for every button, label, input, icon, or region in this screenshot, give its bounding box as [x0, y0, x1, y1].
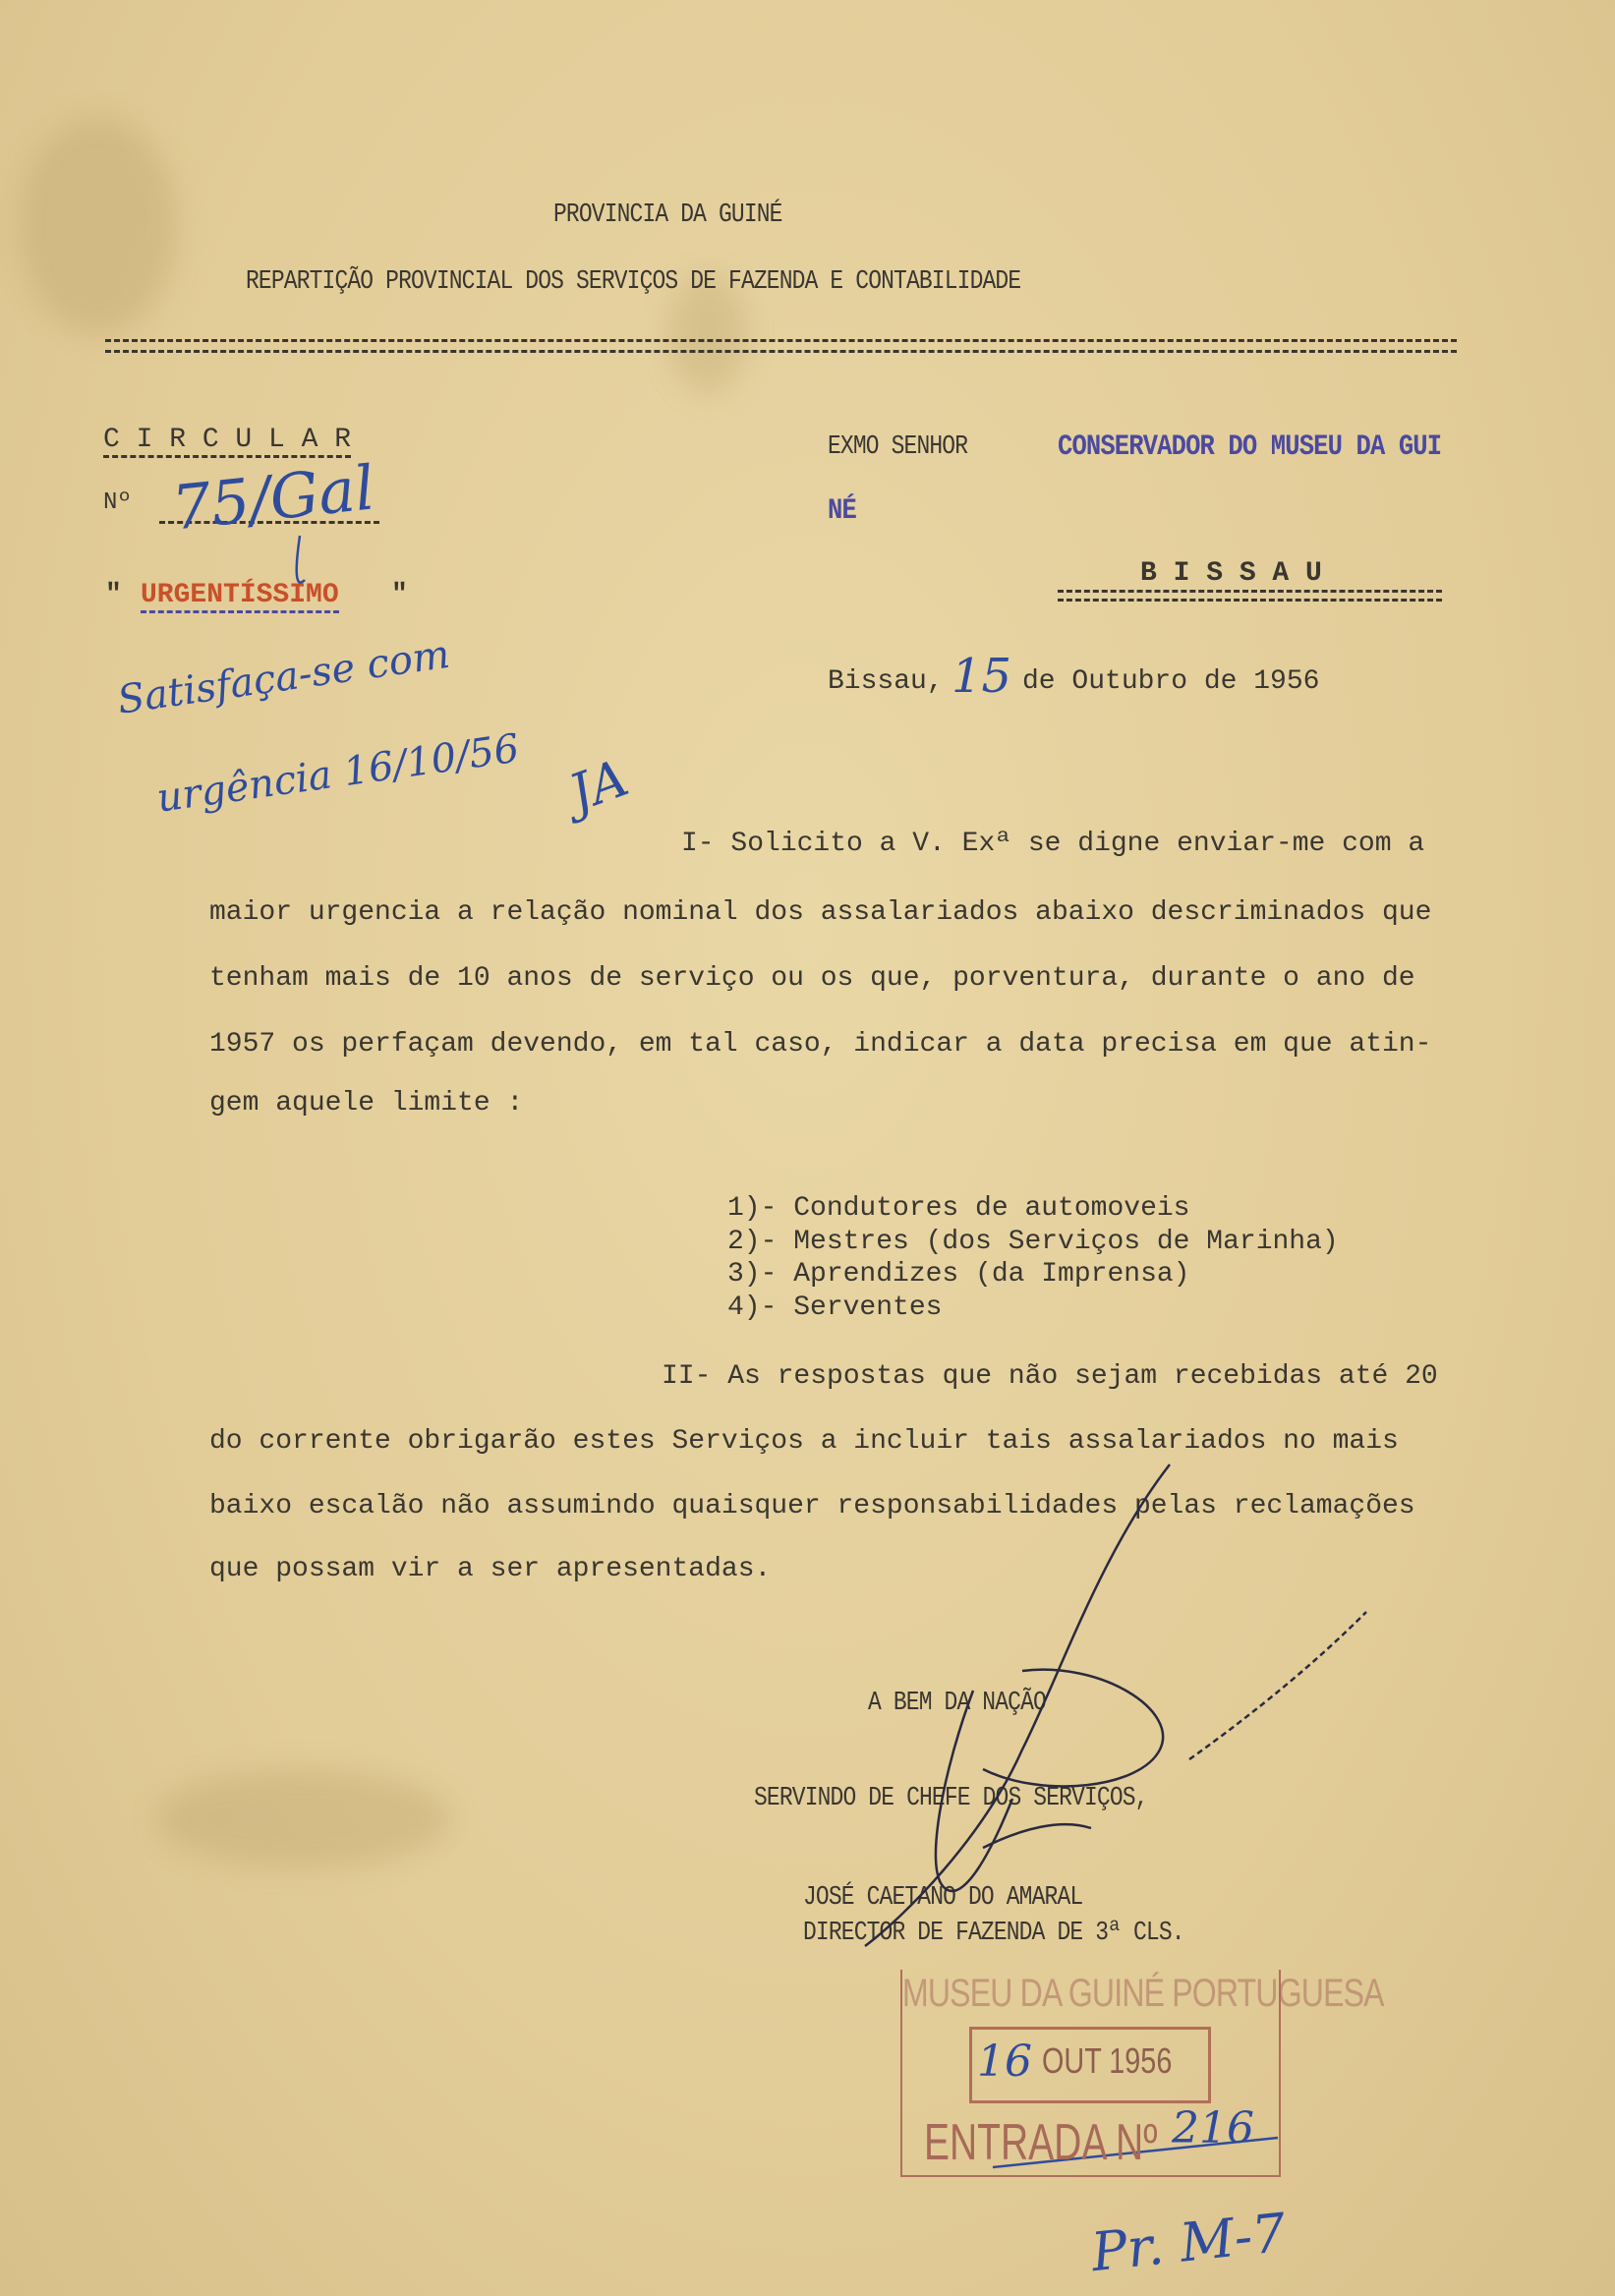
para2-line: do corrente obrigarão estes Serviços a incluir tais assalariados no mais: [209, 1426, 1399, 1457]
quote-open: ": [105, 580, 122, 610]
department-heading: REPARTIÇÃO PROVINCIAL DOS SERVIÇOS DE FAZENDA E CONTABILIDADE: [246, 267, 1021, 297]
list-item: 2)- Mestres (dos Serviços de Marinha): [727, 1227, 1339, 1257]
stamp-entry-number: 216: [1172, 2103, 1254, 2153]
stamp-date-month-year: OUT 1956: [1042, 2040, 1173, 2081]
paper-stain: [20, 118, 177, 334]
city-underline: [1058, 590, 1442, 602]
list-item: 3)- Aprendizes (da Imprensa): [727, 1259, 1190, 1290]
para1-line: maior urgencia a relação nominal dos assalariados abaixo descriminados que: [209, 897, 1432, 928]
closing-motto: A BEM DA NAÇÃO: [868, 1689, 1046, 1718]
marginal-note-line2: urgência 16/10/56: [153, 725, 522, 822]
para2-line: que possam vir a ser apresentadas.: [209, 1554, 772, 1584]
marginal-note-initials: JA: [561, 748, 636, 825]
stamp-entry-label: ENTRADA Nº: [924, 2114, 1158, 2171]
province-heading: PROVINCIA DA GUINÉ: [553, 201, 782, 230]
circular-number-prefix: Nº: [103, 489, 132, 516]
marginal-note-line1: Satisfaça-se com: [114, 631, 453, 723]
signatory-name: JOSÉ CAETANO DO AMARAL: [803, 1883, 1083, 1913]
addressee-city: B I S S A U: [1140, 558, 1322, 589]
para2-line: baixo escalão não assumindo quaisquer responsabilidades pelas reclamações: [209, 1491, 1415, 1521]
paper-stain: [157, 1769, 452, 1867]
para1-line: tenham mais de 10 anos de serviço ou os que, porventura, durante o ano de: [209, 963, 1415, 994]
signatory-role: SERVINDO DE CHEFE DOS SERVIÇOS,: [754, 1784, 1148, 1813]
stamp-institution: MUSEU DA GUINÉ PORTUGUESA: [902, 1972, 1384, 2015]
date-prefix: Bissau,: [828, 666, 944, 697]
date-day-handwritten: 15: [952, 649, 1012, 704]
list-item: 1)- Condutores de automoveis: [727, 1193, 1190, 1224]
date-suffix: de Outubro de 1956: [1022, 666, 1320, 697]
para2-line: II- As respostas que não sejam recebidas até 20: [662, 1361, 1438, 1392]
salutation: EXMO SENHOR: [828, 432, 968, 462]
addressee-title-line2: NÉ: [828, 494, 856, 528]
priority-label: URGENTÍSSIMO: [141, 580, 339, 613]
header-divider: [105, 339, 1457, 353]
signatory-position: DIRECTOR DE FAZENDA DE 3ª CLS.: [803, 1919, 1184, 1948]
circular-label: C I R C U L A R: [103, 425, 351, 458]
para1-line: 1957 os perfaçam devendo, em tal caso, indicar a data precisa em que atin-: [209, 1029, 1432, 1060]
para1-line: I- Solicito a V. Exª se digne enviar-me com a: [681, 829, 1425, 859]
quote-close: ": [391, 580, 408, 610]
stamp-date-day: 16: [977, 2037, 1032, 2087]
archive-annotation: Pr. M-7: [1088, 2201, 1290, 2284]
circular-number-handwritten: 75/Gal: [168, 451, 378, 545]
para1-line: gem aquele limite :: [209, 1088, 524, 1119]
list-item: 4)- Serventes: [727, 1292, 943, 1323]
addressee-title-line1: CONSERVADOR DO MUSEU DA GUI: [1058, 430, 1442, 464]
